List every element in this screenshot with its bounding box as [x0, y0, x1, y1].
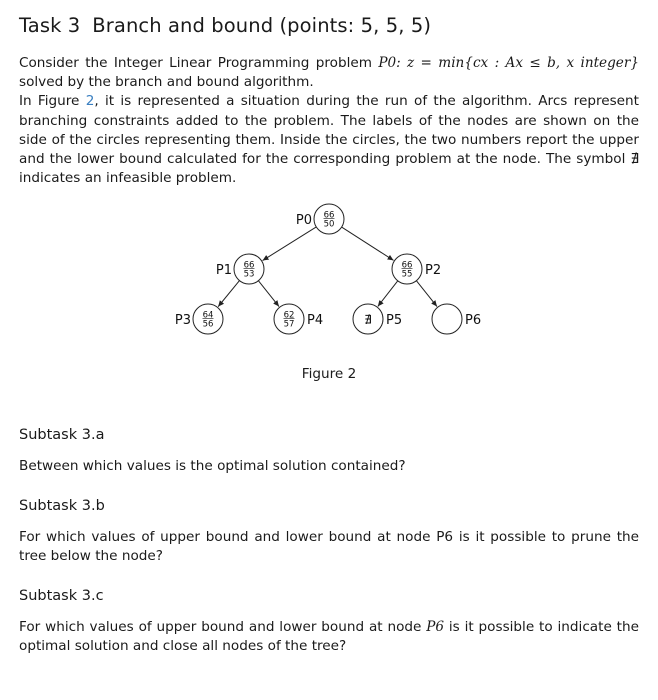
tree-node-p2: [392, 254, 441, 284]
subtask-b-heading: Subtask 3.b: [19, 498, 105, 514]
node-label: P2: [425, 263, 442, 278]
subtask-c-heading: Subtask 3.c: [19, 588, 104, 604]
node-upper-bound: 66: [243, 260, 255, 271]
node-lower-bound: 53: [243, 269, 255, 280]
intro-text: [19, 54, 639, 188]
node-upper-bound: 66: [323, 210, 335, 221]
edge-p2-p6: [416, 281, 437, 307]
tree-node-p0: [296, 204, 344, 234]
node-label: P0: [295, 213, 312, 228]
node-label: P4: [307, 313, 324, 328]
edge-p2-p5: [378, 281, 398, 307]
subtask-a-heading: Subtask 3.a: [19, 427, 105, 443]
subtask-b-text: [19, 528, 639, 566]
tree-node-p4: [274, 304, 323, 334]
task-number: Task 3: [19, 14, 81, 37]
subtask-c-text-post: is it possible to indicate the optimal solution and close all nodes of the tree?: [19, 619, 639, 655]
tree-node-p1: [216, 254, 264, 284]
node-label: P6: [465, 313, 482, 328]
infeasible-symbol: ∄: [364, 312, 372, 327]
node-lower-bound: 56: [202, 319, 214, 330]
node-circle: [432, 304, 462, 334]
intro-text-pre: Consider the Integer Linear Programming problem: [19, 55, 379, 71]
node-label: P3: [174, 313, 191, 328]
node-lower-bound: 55: [401, 269, 413, 280]
subtask-c-text-pre: For which values of upper bound and lower bound at node: [19, 619, 427, 635]
problem-name: P0: [378, 55, 397, 71]
figure-caption: Figure 2: [301, 366, 357, 382]
node-upper-bound: 64: [202, 310, 214, 321]
node-label: P5: [386, 313, 403, 328]
tree-node-p5: [353, 304, 402, 334]
fig-text-pre: In Figure: [19, 93, 86, 110]
task-name: Branch and bound (points: 5, 5, 5): [92, 14, 432, 37]
node-upper-bound: 62: [283, 310, 295, 321]
node-upper-bound: 66: [401, 260, 413, 271]
node-lower-bound: 50: [323, 219, 335, 230]
edge-p1-p3: [218, 281, 239, 307]
tree-node-p3: [175, 304, 223, 334]
branch-and-bound-tree: [0, 195, 658, 345]
edge-p0-p1: [263, 227, 317, 261]
intro-paragraph-1: [19, 54, 639, 92]
subtask-c-text: [19, 618, 639, 656]
edge-p0-p2: [342, 227, 394, 260]
subtask-a-text-pre: Between which values is the optimal solution contained?: [19, 458, 406, 474]
intro-text-post: solved by the branch and bound algorithm.: [19, 74, 314, 91]
tree-nodes: [175, 204, 481, 334]
node-label: P1: [215, 263, 232, 278]
problem-formula: : z = min{cx : Ax ≤ b, x integer}: [396, 55, 639, 71]
edge-p1-p4: [258, 281, 279, 307]
tree-node-p6: [432, 304, 481, 334]
figure-reference-link[interactable]: 2: [85, 93, 95, 110]
task-title: [19, 14, 431, 37]
subtask-a-text: [19, 457, 639, 476]
subtask-c-text-node: P6: [426, 619, 445, 635]
fig-text-post: , it is represented a situation during the run of the algorithm. Arcs represent branching constraints added to the problem. The labels of the nodes are shown on the side of the circles representing them. Inside the circles, the two numbers report the upper and the lower bound calculated for the corresponding problem at the node. The symbol ∄ indicates an infeasible problem.: [19, 93, 639, 187]
subtask-b-text-pre: For which values of upper bound and lower bound at node P6 is it possible to prune the tree below the node?: [19, 529, 639, 565]
node-lower-bound: 57: [283, 319, 295, 330]
intro-paragraph-2: [19, 92, 639, 188]
